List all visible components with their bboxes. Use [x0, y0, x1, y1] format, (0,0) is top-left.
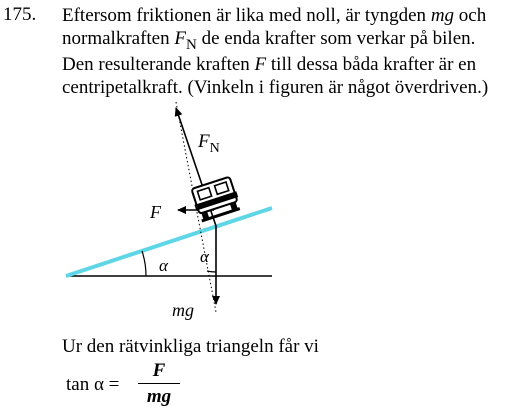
label-alpha-slope: α: [159, 256, 168, 275]
car-icon: [190, 176, 243, 223]
symbol-mg: mg: [430, 5, 455, 26]
symbol-F: F: [174, 28, 186, 49]
formula: [66, 360, 266, 410]
text-run: normalkraften: [62, 28, 175, 49]
incline-surface: [66, 208, 272, 276]
formula-lhs: tan α =: [66, 374, 120, 395]
fraction: [138, 360, 180, 408]
subscript-N: N: [185, 37, 197, 53]
fraction-numerator: F: [152, 360, 166, 381]
symbol-F: F: [254, 54, 267, 75]
fraction-bar: [138, 383, 180, 384]
text-run: Eftersom friktionen är lika med noll, är tyngden: [62, 5, 431, 26]
label-alpha-top: α: [200, 247, 209, 266]
angle-arc-slope: [142, 251, 146, 276]
text-run: och: [454, 5, 487, 26]
conclusion-text: Ur den rätvinkliga triangeln får vi: [62, 336, 319, 357]
problem-number: 175.: [3, 4, 37, 25]
label-FN: $F_N$: [198, 131, 220, 156]
text-run: de enda krafter som verkar på bilen.: [196, 28, 476, 49]
label-F: F: [150, 202, 161, 222]
fraction-denominator: mg: [146, 386, 172, 407]
text-run: Den resulterande kraften: [62, 54, 255, 75]
angle-arc-vertical: [207, 271, 216, 272]
text-run: till dessa båda krafter är en: [266, 54, 477, 75]
label-mg: mg: [172, 300, 194, 320]
statement-line-4: centripetalkraft. (Vinkeln i figuren är något överdriven.): [62, 77, 489, 98]
